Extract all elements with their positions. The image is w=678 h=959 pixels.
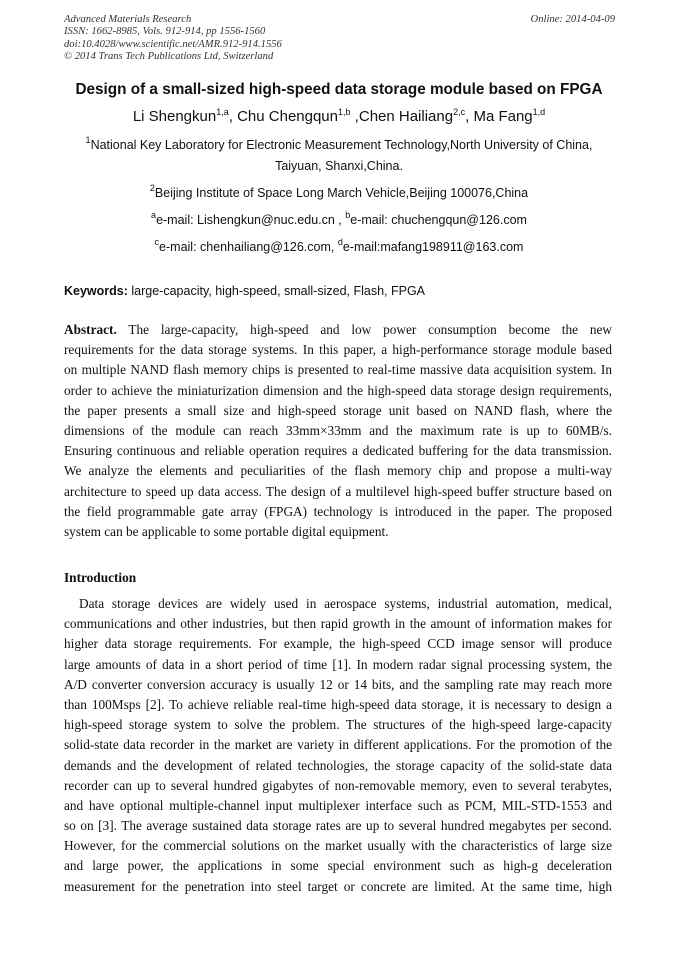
email-superscript: b xyxy=(345,210,351,220)
email-superscript: d xyxy=(337,237,343,247)
abstract-line: the field programmable gate array (FPGA) technology is introduced in the paper. The proposed xyxy=(64,503,612,519)
section-heading-introduction: Introduction xyxy=(64,570,137,585)
affiliation-text: National Key Laboratory for Electronic Measurement Technology,North University of China, xyxy=(90,138,593,152)
abstract-line: dimensions of the module can reach 33mm×33mm and the maximum rate is up to 60MB/s. xyxy=(64,422,612,438)
keywords-text: large-capacity, high-speed, small-sized, Flash, FPGA xyxy=(127,284,426,298)
author-superscript: 2,c xyxy=(453,107,466,117)
email-text[interactable]: e-mail: chenhailiang@126.com, xyxy=(159,240,338,254)
affiliation-text: Beijing Institute of Space Long March Vehicle,Beijing 100076,China xyxy=(154,186,529,200)
abstract-line: We analyze the elements and peculiarities of the flash memory chip and propose a multi-way xyxy=(64,463,612,479)
abstract-line: architecture to speed up data access. The design of a multilevel high-speed buffer structure based on xyxy=(64,483,612,499)
intro-line: A/D converter conversion accuracy is usually 12 or 14 bits, and the sampling rate may reach more xyxy=(64,676,612,692)
doi-line[interactable]: doi:10.4028/www.scientific.net/AMR.912-914.1556 xyxy=(64,38,282,50)
email-superscript: a xyxy=(151,210,157,220)
intro-line: solid-state data recorder in the market are variety in different applications. For the promotion of the xyxy=(64,737,612,753)
author-superscript: 1,d xyxy=(532,107,546,117)
email-superscript: c xyxy=(154,237,160,247)
author-superscript: 1,b xyxy=(338,107,351,117)
abstract xyxy=(64,320,612,542)
issn-line: ISSN: 1662-8985, Vols. 912-914, pp 1556-1560 xyxy=(64,26,266,38)
author-name: Chu Chengqun xyxy=(237,108,338,125)
publication-header xyxy=(64,14,282,63)
intro-line: large amounts of data in a short period of time [1]. In modern radar signal processing system, the xyxy=(64,656,612,672)
email-line-1 xyxy=(0,210,678,231)
email-text[interactable]: e-mail:mafang198911@163.com xyxy=(342,240,524,254)
abstract-label: Abstract. xyxy=(64,322,117,337)
author-separator: , xyxy=(228,108,238,125)
author-superscript: 1,a xyxy=(216,107,229,117)
email-text[interactable]: e-mail: chuchengqun@126.com xyxy=(350,213,527,227)
abstract-line: system can be applicable to some portable digital equipment. xyxy=(64,523,389,539)
paper-title: Design of a small-sized high-speed data storage module based on FPGA xyxy=(75,81,603,98)
affiliation-2 xyxy=(0,183,678,204)
email-line-2 xyxy=(0,237,678,258)
affiliation-superscript: 2 xyxy=(149,183,155,193)
abstract-line: order to achieve the miniaturization dimension and the high-speed data storage design requirements, xyxy=(64,382,612,398)
abstract-line: the paper presents a small size and high-speed storage unit based on NAND flash, where the xyxy=(64,402,612,418)
keywords xyxy=(64,284,425,298)
introduction-body xyxy=(64,594,612,897)
keywords-label: Keywords: xyxy=(64,284,128,298)
author-name: Ma Fang xyxy=(473,108,533,125)
intro-line: and large power, the applications in some special environment such as high-g deceleration xyxy=(64,858,612,874)
copyright-line: © 2014 Trans Tech Publications Ltd, Switzerland xyxy=(64,50,274,62)
intro-line: demands and the development of related technologies, the storage capacity of the solid-state data xyxy=(64,757,612,773)
intro-line: so on [3]. The average sustained data storage rates are up to several hundred megabytes per second. xyxy=(64,818,612,834)
intro-line: higher data storage requirements. For example, the high-speed CCD image sensor will produce xyxy=(64,636,612,652)
intro-line: measurement for the penetration into steel target or concrete are limited. At the same time, high xyxy=(64,878,612,894)
intro-line: communications and other industries, but then rapid growth in the amount of information makes for xyxy=(64,616,612,632)
abstract-line: on multiple NAND flash memory chips is presented to real-time massive data acquisition system. In xyxy=(64,362,612,378)
intro-line: and have optional multiple-channel input multiplexer interface such as PCM, MIL-STD-1553 and xyxy=(64,797,612,813)
online-date: Online: 2014-04-09 xyxy=(530,14,615,25)
author-separator: , xyxy=(350,108,359,125)
author-name: Li Shengkun xyxy=(132,108,217,125)
intro-line: high-speed storage system to solve the problem. The structures of the high-speed large-capacity xyxy=(64,717,612,733)
abstract-line-text: The large-capacity, high-speed and low power consumption become the new xyxy=(116,322,612,337)
abstract-line xyxy=(64,320,612,340)
affiliation-superscript: 1 xyxy=(85,135,91,145)
intro-line: than 100Msps [2]. To achieve reliable real-time high-speed data storage, it is necessary to design a xyxy=(64,696,612,712)
intro-line: recorder can up to several hundred gigabytes of non-removable memory, even to several terabytes, xyxy=(64,777,612,793)
journal-name: Advanced Materials Research xyxy=(64,14,192,25)
author-separator: , xyxy=(465,108,474,125)
intro-line: Data storage devices are widely used in aerospace systems, industrial automation, medical, xyxy=(79,596,612,611)
intro-line: However, for the commercial solutions on the market usually with the characteristics of large size xyxy=(64,838,612,854)
abstract-line: requirements for the data storage systems. In this paper, a high-performance storage module based xyxy=(64,342,612,358)
affiliation-1 xyxy=(0,135,678,177)
abstract-line: Ensuring continuous and reliable operation requires a dedicated buffering for the data transmission. xyxy=(64,443,612,459)
author-name: Chen Hailiang xyxy=(358,108,454,125)
email-text[interactable]: e-mail: Lishengkun@nuc.edu.cn , xyxy=(156,213,346,227)
affiliation-text: Taiyuan, Shanxi,China. xyxy=(275,159,403,173)
author-list xyxy=(0,108,678,125)
